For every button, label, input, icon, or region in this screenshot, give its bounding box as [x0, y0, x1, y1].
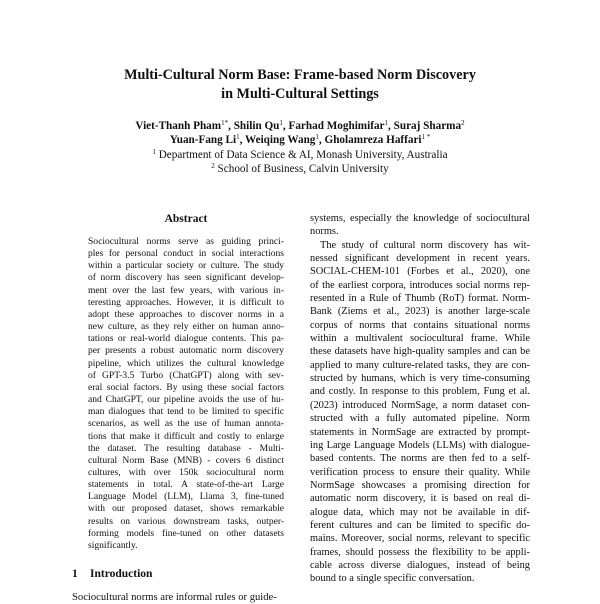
abstract-line: pipeline, which utilizes the cultural knowledge: [88, 357, 284, 369]
body-text-line: verification process to ensure their quality. While: [310, 466, 530, 478]
body-text-line: applied to many culture-related tasks, they are con-: [310, 359, 530, 371]
abstract-line: with our proposed dataset, shows remarkable: [88, 503, 284, 515]
abstract-line: significantly.: [88, 539, 138, 551]
abstract-line: the dataset. The resulting database - Multi-: [88, 442, 284, 454]
abstract-line: cultural Norm Base (MNB) - covers 6 distinct: [88, 454, 284, 466]
abstract-line: of norm discovery has seen significant develop-: [88, 272, 284, 284]
author-name: Suraj Sharma: [393, 120, 462, 132]
body-text-line: structed by humans, which is very time-consuming: [310, 373, 530, 385]
author-name: Shilin Qu: [233, 120, 280, 132]
author-name: Farhad Moghimifar: [288, 120, 385, 132]
body-text-line: within a multivalent sociocultural frame. While: [310, 333, 530, 345]
abstract-line: tations or real-world dialogue contents. This pa-: [88, 333, 284, 345]
author-name: Viet-Thanh Pham: [135, 120, 222, 132]
body-text-line: these datasets have high-quality samples and can be: [310, 346, 530, 358]
abstract-line: scenarios, as well as the use of human annota-: [88, 418, 284, 430]
body-text-line: Bank (Ziems et al., 2023) is another large-scale: [310, 306, 530, 318]
abstract-line: forming models fine-tuned on other datasets: [88, 527, 284, 539]
body-text-line: cable across diverse dialogues, instead of being: [310, 559, 530, 571]
author-affiliation-marker: 1: [315, 133, 319, 142]
abstract-line: per presents a robust automatic norm discovery: [88, 345, 284, 357]
title-line-2: in Multi-Cultural Settings: [221, 86, 379, 102]
body-text-line: statements in NormSage are extracted by prompt-: [310, 426, 530, 438]
abstract-line: eral social factors. By using these social factors: [88, 381, 284, 393]
author-affiliation-marker: 1: [236, 133, 240, 142]
abstract-line: and ChatGPT, our pipeline avoids the use of hu-: [88, 394, 284, 406]
abstract-heading: Abstract: [164, 213, 208, 225]
body-text-line: The study of cultural norm discovery has wit-: [320, 239, 530, 251]
abstract-line: of GPT-3.5 Turbo (ChatGPT) along with sev-: [88, 369, 284, 381]
abstract-line: adopt these approaches to discover norms in a: [88, 308, 284, 320]
body-text-line: resented in a Rule of Thumb (RoT) format. Norm-: [310, 293, 530, 305]
body-text-line: ing Large Language Models (LLMs) with dialogue-: [310, 439, 530, 451]
body-text-line: nessed significant development in recent years.: [310, 253, 530, 265]
body-text-line: bound to a single specific conversation.: [310, 573, 475, 585]
abstract-line: new culture, as they rely either on human anno-: [88, 321, 284, 333]
abstract-line: results on various downstream tasks, outper-: [88, 515, 284, 527]
author-affiliation-marker: 1: [279, 119, 283, 127]
abstract-line: ment over the last few years, with various in-: [88, 284, 284, 296]
right-column-text: [310, 212, 530, 586]
author-name: Gholamreza Haffari: [324, 134, 422, 147]
affiliation-marker: 1: [152, 147, 156, 156]
author-name: Weiqing Wang: [245, 134, 316, 147]
abstract-line: within a particular society or culture. The study: [88, 260, 284, 272]
author-line-1: Viet-Thanh Pham$^{1*}$, Shilin Qu$^1$, Farhad Moghimifar$^1$, Suraj Sharma$^2$: [135, 119, 465, 132]
author-affiliation-marker: 1*: [221, 119, 229, 127]
abstract-body: [88, 236, 284, 552]
abstract-line: teresting approaches. However, it is difficult to: [88, 296, 284, 308]
introduction-first-line: Sociocultural norms are informal rules or guide-: [72, 592, 277, 603]
affiliation-marker: 2: [211, 162, 215, 171]
body-text-line: systems, especially the knowledge of sociocultural: [310, 213, 530, 224]
abstract-line: Sociocultural norms serve as guiding princi-: [88, 236, 284, 247]
abstract-line: ples for personal conduct in social interactions: [88, 248, 284, 260]
paper-title: [60, 66, 540, 104]
affiliation-text: School of Business, Calvin University: [217, 163, 389, 176]
affiliation-text: Department of Data Science & AI, Monash University, Australia: [158, 148, 448, 161]
title-line-1: Multi-Cultural Norm Base: Frame-based Norm Discovery: [124, 67, 476, 83]
abstract-line: man dialogues that tend to be limited to specific: [88, 406, 284, 418]
body-text-line: SOCIAL-CHEM-101 (Forbes et al., 2020), one: [310, 266, 530, 278]
body-text-line: frames, should possess the flexibility to be appli-: [310, 546, 530, 558]
body-text-line: ferent cultures and can be limited to specific do-: [310, 519, 530, 531]
body-text-line: and costly. In response to this problem, Fung et al.: [310, 386, 530, 398]
author-name: Yuan-Fang Li: [169, 134, 237, 147]
body-text-line: NormSage showcases a promising direction for: [310, 479, 530, 491]
abstract-line: cultures, with over 150k sociocultural norm: [88, 466, 284, 478]
section-title: Introduction: [90, 568, 153, 580]
affiliation-2: [40, 162, 560, 176]
affiliation-1: [40, 148, 560, 162]
section-number: 1: [72, 568, 78, 580]
body-text-line: based contents. The norms are then fed to a self-: [310, 453, 530, 465]
body-text-line: alogue data, which may not be available in dif-: [310, 506, 530, 518]
author-affiliation-marker: 2: [461, 119, 465, 127]
abstract-line: Language Model (LLM), Llama 3, fine-tuned: [88, 491, 284, 503]
abstract-line: statements in total. A state-of-the-art Large: [88, 479, 284, 491]
abstract-line: tions that make it difficult and costly to enlarge: [88, 430, 284, 442]
body-text-line: corpus of norms that contains situational norms: [310, 319, 530, 331]
author-affiliation-marker: 1: [384, 119, 389, 127]
section-heading: [72, 567, 302, 581]
body-text-line: of the earliest corpora, introduces social norms rep-: [310, 279, 530, 291]
body-text-line: structed with a fully automated pipeline. Norm: [310, 413, 530, 425]
body-text-line: mains. Moreover, social norms, relevant to specific: [310, 533, 530, 545]
body-text-line: norms.: [310, 226, 339, 238]
body-text-line: (2023) introduced NormSage, a norm dataset con-: [310, 399, 530, 411]
body-text-line: automatic norm discovery, it is based on real di-: [310, 493, 530, 505]
author-line-2: Yuan-Fang Li$^1$, Weiqing Wang$^1$, Gholamreza Haffari$^{1 *}$: [169, 133, 431, 147]
author-block: [40, 119, 560, 177]
author-affiliation-marker: 1 *: [421, 133, 431, 142]
